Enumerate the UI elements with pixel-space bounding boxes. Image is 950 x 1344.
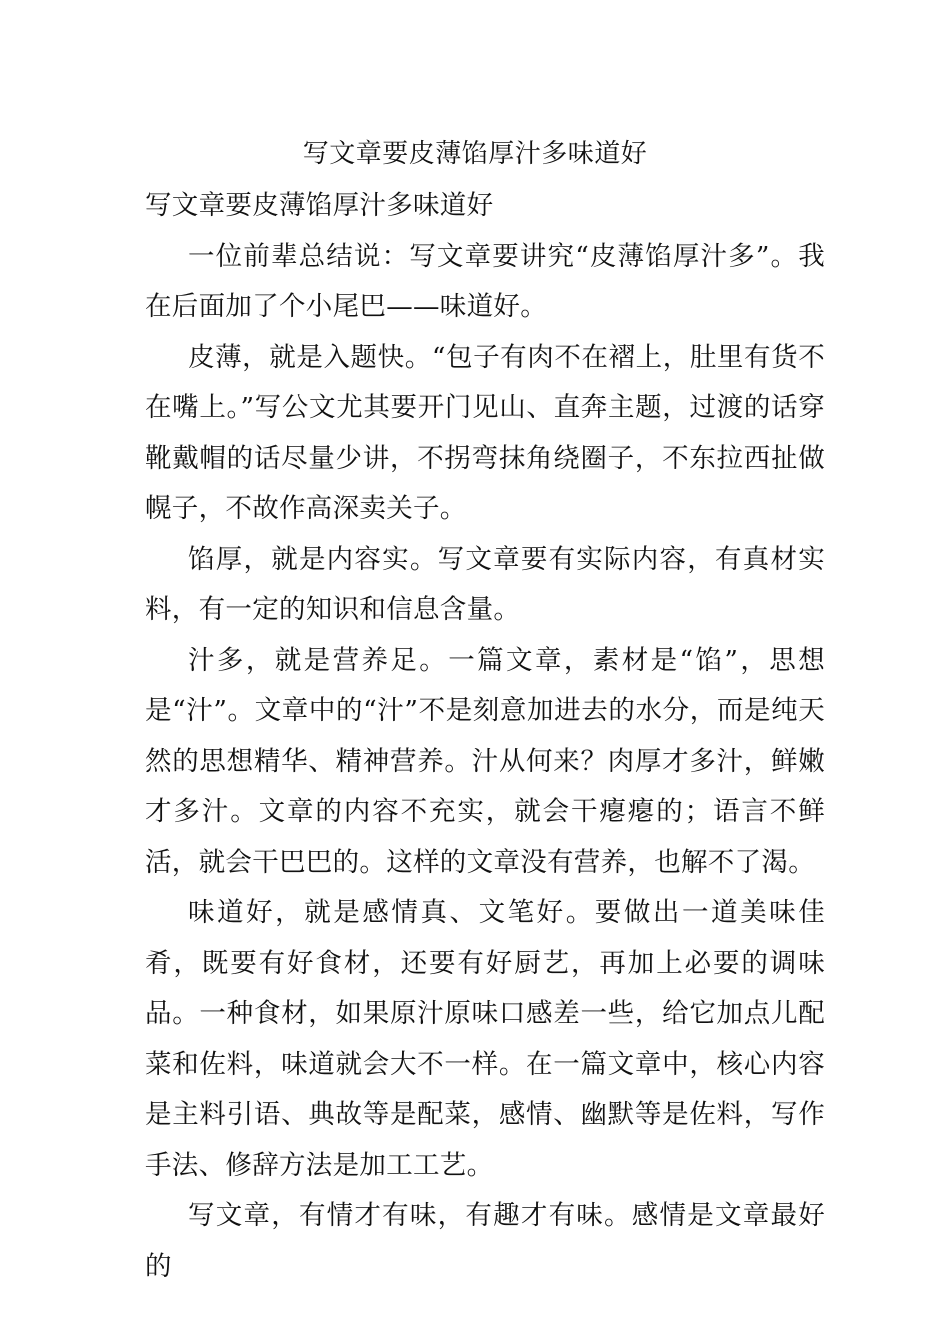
paragraph: 味道好，就是感情真、文笔好。要做出一道美味佳肴，既要有好食材，还要有好厨艺，再加上必要的调味品。一种食材，如果原汁原味口感差一些，给它加点儿配菜和佐料，味道就会大不一样。在一篇文章中，核心内容是主料引语、典故等是配菜，感情、幽默等是佐料，写作手法、修辞方法是加工工艺。 (145, 897, 825, 1181)
paragraph: 写文章，有情才有味，有趣才有味。感情是文章最好的 (145, 1200, 825, 1282)
document-title: 写文章要皮薄馅厚汁多味道好 (302, 139, 648, 169)
paragraph: 馅厚，就是内容实。写文章要有实际内容，有真材实料，有一定的知识和信息含量。 (145, 543, 825, 625)
document-body (145, 181, 825, 1292)
paragraph: 一位前辈总结说：写文章要讲究“皮薄馅厚汁多”。我在后面加了个小尾巴——味道好。 (145, 240, 825, 322)
paragraph: 皮薄，就是入题快。“包子有肉不在褶上，肚里有货不在嘴上。”写公文尤其要开门见山、直奔主题，过渡的话穿靴戴帽的话尽量少讲，不拐弯抹角绕圈子，不东拉西扯做幌子，不故作高深卖关子。 (145, 341, 825, 524)
paragraph: 汁多，就是营养足。一篇文章，素材是“馅”，思想是“汁”。文章中的“汁”不是刻意加进去的水分，而是纯天然的思想精华、精神营养。汁从何来？肉厚才多汁，鲜嫩才多汁。文章的内容不充实，就会干瘪瘪的；语言不鲜活，就会干巴巴的。这样的文章没有营养，也解不了渴。 (145, 644, 825, 878)
document-subtitle: 写文章要皮薄馅厚汁多味道好 (145, 190, 494, 221)
